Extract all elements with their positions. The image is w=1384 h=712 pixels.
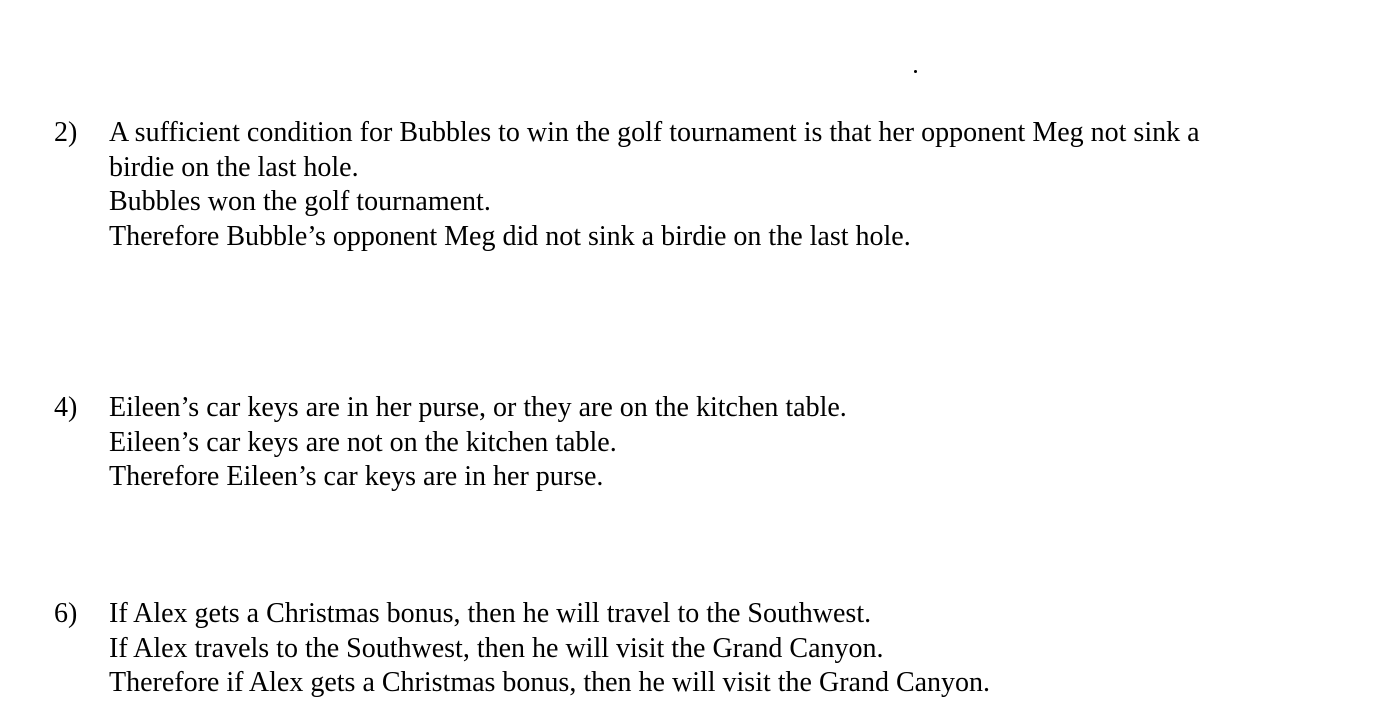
premise-line: A sufficient condition for Bubbles to win the golf tournament is that her opponent Meg not sink a (109, 117, 1200, 148)
stray-dot-mark (914, 70, 917, 73)
problem-statement (109, 597, 1359, 701)
premise-line-continued: birdie on the last hole. (109, 151, 359, 183)
premise-line: Eileen’s car keys are not on the kitchen table. (109, 426, 617, 458)
premise-line: Bubbles won the golf tournament. (109, 186, 491, 217)
conclusion-line: Therefore Bubble’s opponent Meg did not sink a birdie on the last hole. (109, 220, 911, 252)
problem-number: 4) (54, 392, 78, 423)
conclusion-line: Therefore if Alex gets a Christmas bonus, then he will visit the Grand Canyon. (109, 667, 991, 698)
premise-line: If Alex travels to the Southwest, then he will visit the Grand Canyon. (109, 632, 884, 664)
problem-number: 6) (54, 598, 78, 629)
problem-statement (109, 116, 1359, 254)
problem-number: 2) (54, 117, 78, 148)
conclusion-line: Therefore Eileen’s car keys are in her purse. (109, 461, 604, 492)
premise-line: If Alex gets a Christmas bonus, then he will travel to the Southwest. (109, 598, 872, 629)
premise-line: Eileen’s car keys are in her purse, or they are on the kitchen table. (109, 392, 847, 423)
problem-statement (109, 391, 1359, 495)
